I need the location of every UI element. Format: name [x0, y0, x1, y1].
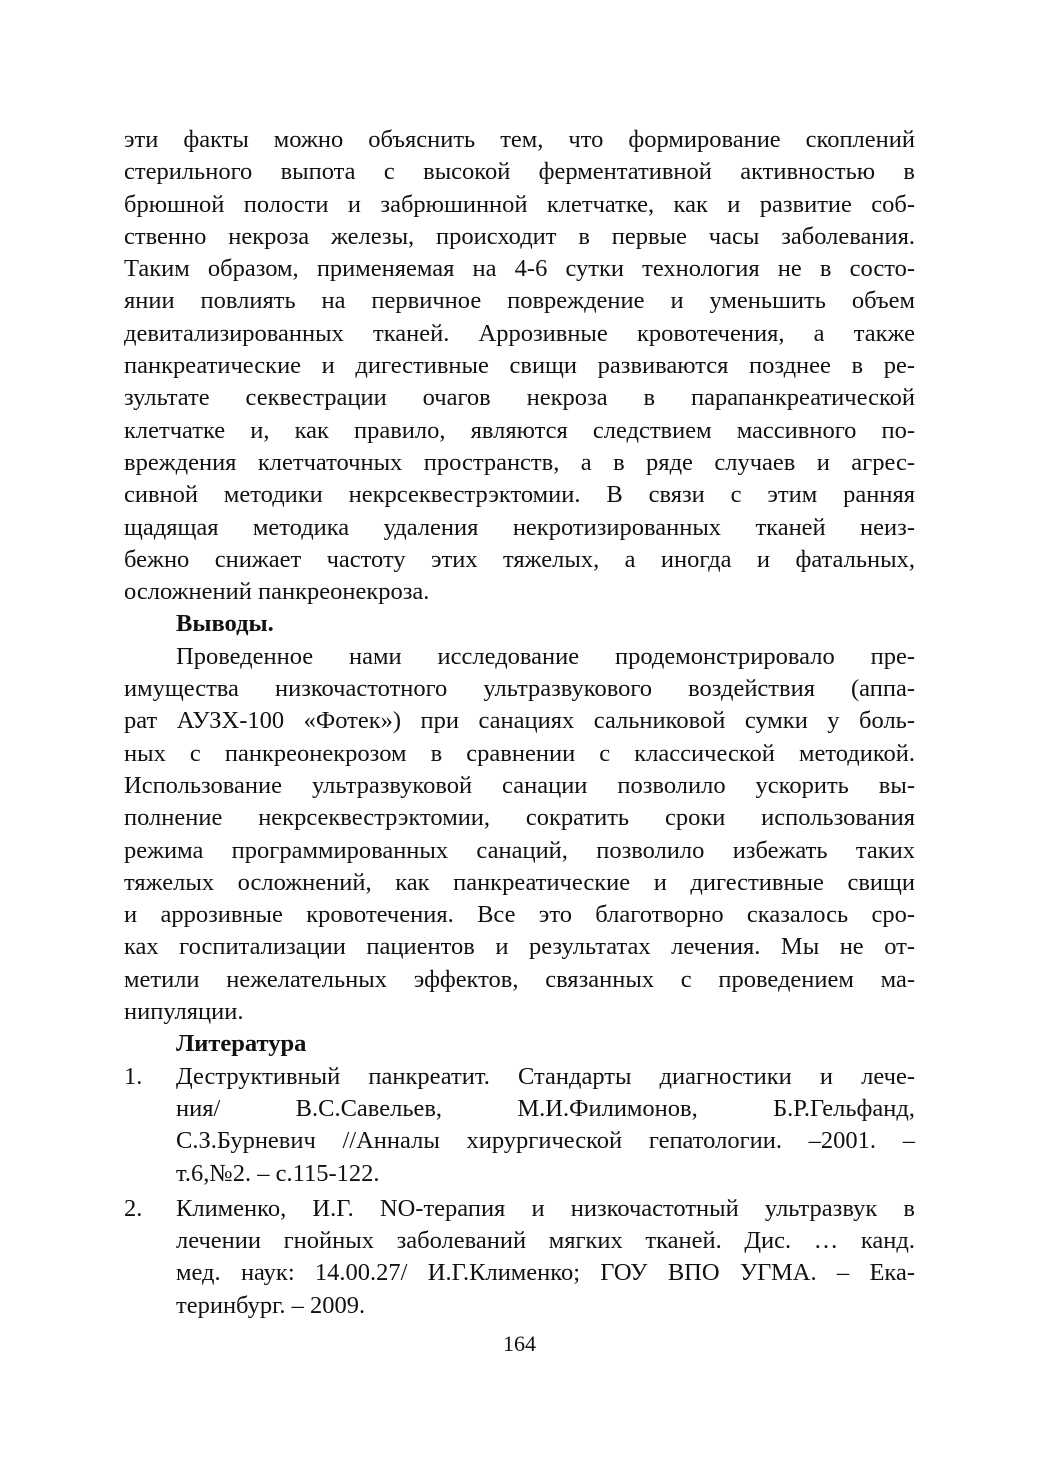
- text-line: рат АУЗХ-100 «Фотек») при санациях сальниковой сумки у боль-: [124, 707, 915, 735]
- text-line: Деструктивный панкреатит. Стандарты диагностики и лече-: [176, 1062, 915, 1090]
- text-line: имущества низкочастотного ультразвукового воздействия (аппа-: [124, 675, 915, 703]
- document-page: [124, 124, 915, 1325]
- text-line: янии повлиять на первичное повреждение и уменьшить объем: [124, 287, 915, 315]
- text-line: эти факты можно объяснить тем, что формирование скоплений: [124, 126, 915, 153]
- text-line: щадящая методика удаления некротизированных тканей неиз-: [124, 513, 915, 541]
- text-line: тяжелых осложнений, как панкреатические и дигестивные свищи: [124, 868, 915, 896]
- conclusions-heading: Выводы.: [176, 610, 274, 638]
- text-line: ках госпитализации пациентов и результатах лечения. Мы не от-: [124, 933, 915, 961]
- text-line: брюшной полости и забрюшинной клетчатке, как и развитие соб-: [124, 190, 915, 218]
- text-line: полнение некрсеквестрэктомии, сократить сроки использования: [124, 804, 915, 832]
- text-line: бежно снижает частоту этих тяжелых, а иногда и фатальных,: [124, 545, 915, 573]
- reference-text: [176, 1193, 915, 1322]
- body-paragraph: [124, 124, 915, 608]
- text-line: девитализированных тканей. Аррозивные кровотечения, а также: [124, 319, 915, 347]
- text-line: Таким образом, применяемая на 4-6 сутки технология не в состо-: [124, 255, 915, 283]
- text-line: стерильного выпота с высокой ферментативной активностью в: [124, 158, 915, 186]
- reference-list: [124, 1061, 915, 1322]
- text-line: ственно некроза железы, происходит в первые часы заболевания.: [124, 222, 915, 250]
- text-line: С.З.Бурневич //Анналы хирургической гепатологии. –2001. –: [176, 1127, 915, 1155]
- text-line: режима программированных санаций, позволило избежать таких: [124, 836, 915, 864]
- text-line: вреждения клетчаточных пространств, а в ряде случаев и агрес-: [124, 448, 915, 476]
- text-line: панкреатические и дигестивные свищи развиваются позднее в ре-: [124, 352, 915, 380]
- text-line: осложнений панкреонекроза.: [124, 578, 430, 606]
- text-line: т.6,№2. – с.115-122.: [176, 1159, 380, 1187]
- reference-number: 2.: [124, 1194, 143, 1222]
- text-line: сивной методики некрсеквестрэктомии. В связи с этим ранняя: [124, 481, 915, 509]
- text-line: Проведенное нами исследование продемонстрировало пре-: [176, 642, 915, 670]
- text-line: зультате секвестрации очагов некроза в парапанкреатической: [124, 384, 915, 412]
- text-line: Использование ультразвуковой санации позволило ускорить вы-: [124, 771, 915, 799]
- conclusions-paragraph: [124, 641, 915, 1029]
- literature-heading: Литература: [176, 1030, 307, 1058]
- reference-number: 1.: [124, 1062, 143, 1090]
- text-line: ния/ В.С.Савельев, М.И.Филимонов, Б.Р.Гельфанд,: [176, 1094, 915, 1122]
- reference-text: [176, 1061, 915, 1190]
- text-line: ных с панкреонекрозом в сравнении с классической методикой.: [124, 739, 915, 767]
- text-line: метили нежелательных эффектов, связанных с проведением ма-: [124, 965, 915, 993]
- page-number: 164: [503, 1331, 536, 1356]
- text-line: теринбург. – 2009.: [176, 1291, 366, 1319]
- reference-item: [124, 1061, 915, 1190]
- text-line: клетчатке и, как правило, являются следствием массивного по-: [124, 416, 915, 444]
- text-line: и аррозивные кровотечения. Все это благотворно сказалось сро-: [124, 901, 915, 929]
- text-line: нипуляции.: [124, 998, 244, 1026]
- reference-item: [124, 1193, 915, 1322]
- text-line: мед. наук: 14.00.27/ И.Г.Клименко; ГОУ ВПО УГМА. – Ека-: [176, 1259, 915, 1287]
- text-line: Клименко, И.Г. NO-терапия и низкочастотный ультразвук в: [176, 1194, 915, 1222]
- text-line: лечении гнойных заболеваний мягких тканей. Дис. … канд.: [176, 1227, 915, 1255]
